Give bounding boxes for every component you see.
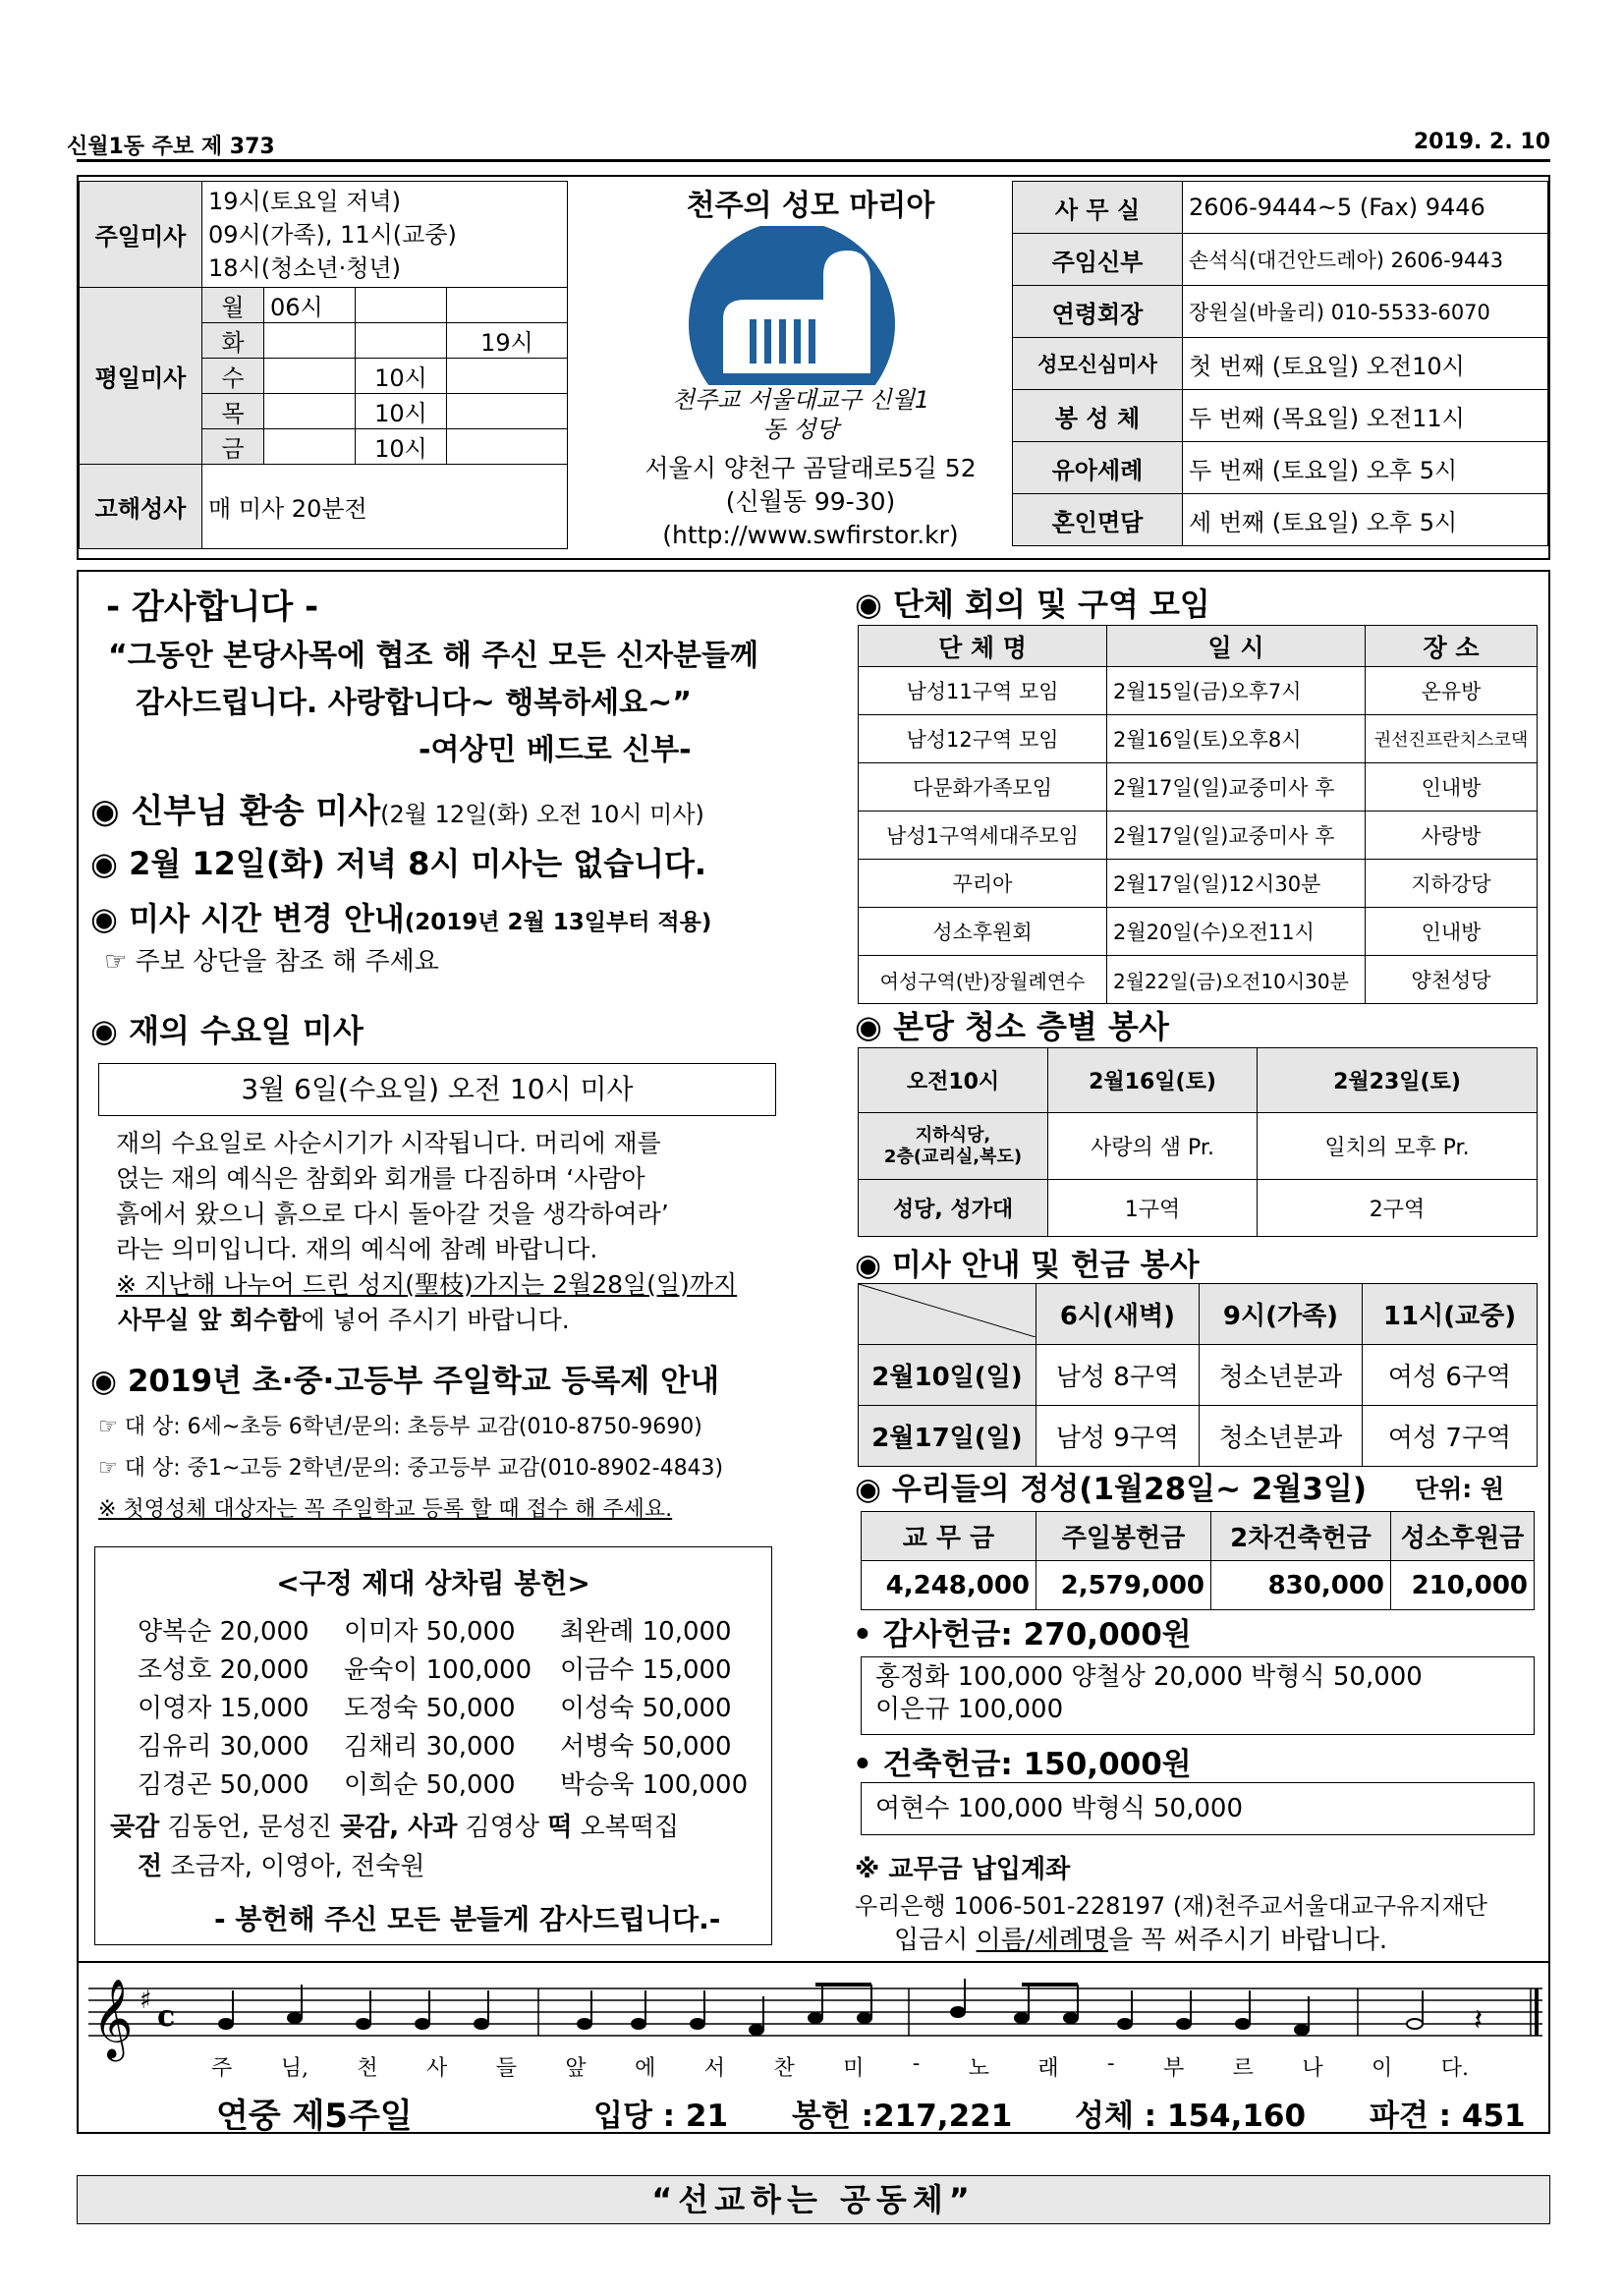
lyric-syllable: 찬 xyxy=(773,2056,795,2081)
meeting-time: 2월16일(토)오후8시 xyxy=(1107,715,1366,763)
parish-address xyxy=(589,452,1032,552)
meeting-place: 사랑방 xyxy=(1366,812,1538,860)
offering-title: <구정 제대 상차림 봉헌> xyxy=(276,1567,590,1599)
confession-value: 매 미사 20분전 xyxy=(202,465,568,549)
cleaning-team: 사랑의 샘 Pr. xyxy=(1048,1113,1258,1180)
service-group: 남성 8구역 xyxy=(1036,1345,1200,1406)
contact-label: 성모신심미사 xyxy=(1013,338,1183,390)
confession-label: 고해성사 xyxy=(80,465,202,549)
weekday-time xyxy=(356,323,447,359)
lyric-syllable: 주 xyxy=(211,2056,233,2081)
weekday-time xyxy=(356,288,447,323)
weekday-day: 금 xyxy=(202,429,264,465)
donor: 조성호 20,000 xyxy=(138,1655,309,1685)
donor: 양복순 20,000 xyxy=(138,1617,309,1647)
donor: 서병숙 50,000 xyxy=(560,1732,732,1762)
meeting-time: 2월15일(금)오후7시 xyxy=(1107,667,1366,715)
cleaning-area: 성당, 성가대 xyxy=(859,1180,1048,1237)
lyric-syllable: 미 xyxy=(843,2056,865,2081)
item-donors: 김동언, 문성진 xyxy=(159,1813,340,1842)
thanks-title: - 감사합니다 - xyxy=(106,588,319,627)
school-line: ※ 첫영성체 대상자는 꼭 주일학교 등록 할 때 접수 해 주세요. xyxy=(98,1497,673,1522)
cleaning-team: 일치의 모후 Pr. xyxy=(1258,1113,1538,1180)
weekday-day: 목 xyxy=(202,394,264,429)
bullet-icon: ◉ xyxy=(855,1248,892,1283)
cleaning-header: 2월23일(토) xyxy=(1258,1048,1538,1113)
meeting-place: 양천성당 xyxy=(1366,956,1538,1004)
bullet-icon: ◉ xyxy=(90,845,130,882)
school-info xyxy=(98,1407,723,1531)
weekday-day: 월 xyxy=(202,288,264,323)
weekday-time: 10시 xyxy=(356,394,447,429)
sunday-time-1: 19시(토요일 저녁) xyxy=(208,187,401,215)
donor: 김채리 30,000 xyxy=(344,1732,516,1762)
liturgical-week: 연중 제5주일 xyxy=(216,2097,413,2136)
parish-patron: 천주의 성모 마리아 xyxy=(686,189,935,223)
contrib-unit: 단위: 원 xyxy=(1415,1475,1505,1503)
service-group: 청소년분과 xyxy=(1199,1345,1362,1406)
lyric-syllable: - xyxy=(1107,2051,1115,2076)
farewell-title: 신부님 환송 미사 xyxy=(131,792,381,831)
parish-url[interactable]: (http://www.swfirstor.kr) xyxy=(662,521,959,549)
cleaning-header: 2월16일(토) xyxy=(1048,1048,1258,1113)
weekday-time: 06시 xyxy=(264,288,356,323)
mass-schedule-table xyxy=(79,181,568,549)
cleaning-table xyxy=(858,1047,1538,1237)
lyric-syllable: 래 xyxy=(1037,2056,1059,2081)
meetings-header: 단 체 명 xyxy=(859,626,1107,667)
logo-bar xyxy=(794,319,801,364)
meeting-group: 다문화가족모임 xyxy=(859,763,1107,812)
hymn-entrance: 입당 : 21 xyxy=(593,2099,729,2134)
service-title-row xyxy=(855,1240,1200,1284)
contact-value: 장원실(바울리) 010-5533-6070 xyxy=(1183,286,1548,338)
meetings-title-row xyxy=(855,580,1210,625)
weekday-time xyxy=(447,359,568,394)
service-group: 여성 6구역 xyxy=(1363,1345,1538,1406)
bullet-icon: ◉ xyxy=(855,1472,892,1507)
contact-label: 연령회장 xyxy=(1013,286,1183,338)
item-label: 곶감, 사과 xyxy=(340,1813,458,1842)
logo-caption: 천주교 서울대교구 신월1동 성당 xyxy=(668,385,933,444)
ash-note: ※ 지난해 나누어 드린 성지(聖枝)가지는 2월28일(일)까지 xyxy=(116,1270,738,1299)
lyric-syllable: 님, xyxy=(280,2056,308,2081)
meeting-place: 온유방 xyxy=(1366,667,1538,715)
contact-label: 봉 성 체 xyxy=(1013,390,1183,442)
rest-icon: 𝄽 xyxy=(1474,2003,1484,2038)
school-title-row xyxy=(90,1356,719,1400)
weekday-time: 10시 xyxy=(356,359,447,394)
ash-date-box: 3월 6일(수요일) 오전 10시 미사 xyxy=(98,1063,776,1116)
contact-label: 주임신부 xyxy=(1013,234,1183,286)
meetings-header: 일 시 xyxy=(1107,626,1366,667)
time-change-sub: ☞ 주보 상단을 참조 해 주세요 xyxy=(104,947,439,977)
contrib-title-row xyxy=(855,1464,1367,1508)
bullet-icon: ◉ xyxy=(90,1364,128,1399)
cleaning-title: 본당 청소 층별 봉사 xyxy=(893,1008,1169,1045)
cleaning-title-row xyxy=(855,1002,1169,1047)
no-mass-text: 2월 12일(화) 저녁 8시 미사는 없습니다. xyxy=(129,845,707,882)
meeting-group: 남성1구역세대주모임 xyxy=(859,812,1107,860)
music-divider xyxy=(77,1961,1550,1963)
logo-bar xyxy=(779,319,786,364)
sunday-time-2: 09시(가족), 11시(교중) xyxy=(208,220,457,249)
weekday-time xyxy=(264,394,356,429)
weekday-time: 10시 xyxy=(356,429,447,465)
contrib-header: 주일봉헌금 xyxy=(1036,1512,1211,1561)
account-note-part: 을 꼭 써주시기 바랍니다. xyxy=(1107,1926,1388,1955)
ash-title: 재의 수요일 미사 xyxy=(129,1012,364,1049)
farewell-note: (2월 12일(화) 오전 10시 미사) xyxy=(380,801,704,828)
bullet-icon: ◉ xyxy=(90,900,130,937)
hymn-dismissal: 파견 : 451 xyxy=(1370,2099,1526,2134)
donor: 도정숙 50,000 xyxy=(344,1694,516,1723)
contrib-header: 2차건축헌금 xyxy=(1211,1512,1391,1561)
weekday-time xyxy=(447,394,568,429)
bullet-icon: ◉ xyxy=(855,586,894,623)
donor: 이금수 15,000 xyxy=(560,1655,732,1685)
cleaning-team: 2구역 xyxy=(1258,1180,1538,1237)
meetings-header: 장 소 xyxy=(1366,626,1538,667)
lyric-syllable: 천 xyxy=(357,2056,378,2081)
meetings-table xyxy=(858,625,1538,1004)
meeting-place: 인내방 xyxy=(1366,908,1538,956)
bullet-icon: ◉ xyxy=(90,1012,130,1049)
service-title: 미사 안내 및 헌금 봉사 xyxy=(891,1248,1200,1283)
cleaning-team: 1구역 xyxy=(1048,1180,1258,1237)
time-change-title: 미사 시간 변경 안내 xyxy=(129,900,405,937)
lyric-syllable: 다. xyxy=(1440,2056,1469,2081)
address-line-1: 서울시 양천구 곰달래로5길 52 xyxy=(644,454,977,482)
sunday-mass-label: 주일미사 xyxy=(80,182,202,288)
logo-bar xyxy=(764,319,771,364)
ash-body-line: 흙에서 왔으니 흙으로 다시 돌아갈 것을 생각하여라’ xyxy=(116,1200,669,1228)
meeting-time: 2월17일(일)교중미사 후 xyxy=(1107,812,1366,860)
song-lyrics xyxy=(211,2051,1469,2082)
thanks-offering-line: 홍정화 100,000 양철상 20,000 박형식 50,000 xyxy=(875,1662,1423,1692)
bullet-dot-icon: • xyxy=(853,1617,883,1652)
meeting-time: 2월17일(일)교중미사 후 xyxy=(1107,763,1366,812)
notes xyxy=(219,1979,1423,2035)
contact-label: 혼인면담 xyxy=(1013,494,1183,546)
lyric-syllable: 앞 xyxy=(565,2056,587,2081)
contact-label: 유아세례 xyxy=(1013,442,1183,494)
item-donors: 조금자, 이영아, 전숙원 xyxy=(162,1852,425,1881)
thanks-offering-row xyxy=(853,1609,1192,1653)
donor: 이미자 50,000 xyxy=(344,1617,516,1647)
weekday-time: 19시 xyxy=(447,323,568,359)
meeting-time: 2월22일(금)오전10시30분 xyxy=(1107,956,1366,1004)
weekday-time xyxy=(447,429,568,465)
contacts-table xyxy=(1012,181,1548,546)
item-donors: 오복떡집 xyxy=(572,1813,680,1842)
notice-time-change xyxy=(90,894,711,939)
contributions-table xyxy=(861,1511,1535,1610)
contact-value: 첫 번째 (토요일) 오전10시 xyxy=(1183,338,1548,390)
logo-bar xyxy=(809,319,815,364)
time-change-note: (2019년 2월 13일부터 적용) xyxy=(404,910,712,935)
lyric-syllable: 부 xyxy=(1162,2056,1185,2081)
school-line: ☞ 대 상: 6세~초등 6학년/문의: 초등부 교감(010-8750-9690) xyxy=(98,1415,702,1439)
building-offering-title: 건축헌금: 150,000원 xyxy=(882,1747,1192,1782)
donor: 윤숙이 100,000 xyxy=(344,1655,532,1685)
notice-farewell xyxy=(90,784,704,832)
meeting-time: 2월20일(수)오전11시 xyxy=(1107,908,1366,956)
logo-bar xyxy=(750,319,756,364)
account-note xyxy=(894,1920,1387,1956)
diagonal-cell xyxy=(859,1284,1036,1345)
item-label: 전 xyxy=(138,1852,163,1881)
school-line: ☞ 대 상: 중1~고등 2학년/문의: 중고등부 교감(010-8902-4843) xyxy=(98,1456,724,1481)
contrib-header: 성소후원금 xyxy=(1391,1512,1535,1561)
ash-note-emphasis: 사무실 앞 회수함 xyxy=(118,1306,302,1334)
service-date: 2월10일(일) xyxy=(859,1345,1036,1406)
ash-body xyxy=(116,1126,774,1338)
meeting-group: 성소후원회 xyxy=(859,908,1107,956)
bullet-dot-icon: • xyxy=(853,1747,883,1782)
weekday-day: 화 xyxy=(202,323,264,359)
weekday-time xyxy=(264,359,356,394)
account-line: 우리은행 1006-501-228197 (재)천주교서울대교구유지재단 xyxy=(855,1892,1487,1920)
address-line-2: (신월동 99-30) xyxy=(725,487,896,516)
bulletin-date: 2019. 2. 10 xyxy=(1413,130,1550,154)
sunday-mass-times xyxy=(202,182,568,288)
meeting-group: 꾸리아 xyxy=(859,860,1107,908)
weekday-time xyxy=(447,288,568,323)
bullet-icon: ◉ xyxy=(90,792,132,831)
item-donors: 김영상 xyxy=(457,1813,548,1842)
bulletin-number: 신월1동 주보 제 373 xyxy=(67,135,275,159)
sunday-time-3: 18시(청소년·청년) xyxy=(208,253,401,282)
contact-value: 두 번째 (토요일) 오후 5시 xyxy=(1183,442,1548,494)
account-note-part: 입금시 xyxy=(894,1926,977,1955)
lyric-syllable: 에 xyxy=(635,2056,656,2081)
lyric-syllable: - xyxy=(912,2051,921,2076)
service-header: 6시(새벽) xyxy=(1036,1284,1200,1345)
ash-title-row xyxy=(90,1006,364,1051)
sharp-icon: ♯ xyxy=(140,1986,152,2015)
offering-list xyxy=(138,1613,748,1805)
treble-clef-icon: 𝄞 xyxy=(92,1978,134,2058)
contact-value: 손석식(대건안드레아) 2606-9443 xyxy=(1183,234,1548,286)
meeting-time: 2월17일(일)12시30분 xyxy=(1107,860,1366,908)
building-offering-row xyxy=(853,1739,1192,1783)
thanks-quote-1: “그동안 본당사목에 협조 해 주신 모든 신자분들께 xyxy=(108,639,758,673)
header-rule xyxy=(77,159,1550,162)
hymn-offertory: 봉헌 :217,221 xyxy=(792,2099,1013,2134)
lyric-syllable: 들 xyxy=(495,2056,517,2081)
donor: 박승욱 100,000 xyxy=(560,1770,749,1800)
thanks-signature: -여상민 베드로 신부- xyxy=(419,733,692,767)
lyric-syllable: 사 xyxy=(426,2056,448,2081)
donor: 김유리 30,000 xyxy=(138,1732,309,1762)
meeting-place: 인내방 xyxy=(1366,763,1538,812)
service-group: 남성 9구역 xyxy=(1036,1406,1200,1467)
thanks-offering-line: 이은규 100,000 xyxy=(875,1695,1064,1724)
meeting-group: 여성구역(반)장월례연수 xyxy=(859,956,1107,1004)
contact-value: 2606-9444~5 (Fax) 9446 xyxy=(1183,182,1548,234)
donor: 이성숙 50,000 xyxy=(560,1694,732,1723)
offering-closing: - 봉헌해 주신 모든 분들게 감사드립니다.- xyxy=(214,1903,721,1935)
service-group: 청소년분과 xyxy=(1199,1406,1362,1467)
thanks-offering-box xyxy=(861,1656,1535,1735)
ash-body-line: 라는 의미입니다. 재의 예식에 참례 바랍니다. xyxy=(116,1235,598,1263)
lyric-syllable: 르 xyxy=(1232,2056,1254,2081)
donor: 김경곤 50,000 xyxy=(138,1770,309,1800)
cleaning-header: 오전10시 xyxy=(859,1048,1048,1113)
contrib-value: 2,579,000 xyxy=(1036,1561,1211,1610)
service-header: 9시(가족) xyxy=(1199,1284,1362,1345)
contact-value: 세 번째 (토요일) 오후 5시 xyxy=(1183,494,1548,546)
contrib-title: 우리들의 정성(1월28일~ 2월3일) xyxy=(891,1472,1368,1507)
weekday-time xyxy=(264,429,356,465)
contrib-value: 210,000 xyxy=(1391,1561,1535,1610)
meeting-place: 지하강당 xyxy=(1366,860,1538,908)
thanks-quote-2: 감사드립니다. 사랑합니다~ 행복하세요~” xyxy=(136,686,692,720)
motto-banner: “선교하는 공동체” xyxy=(77,2175,1550,2224)
contact-value: 두 번째 (목요일) 오전11시 xyxy=(1183,390,1548,442)
offering-items xyxy=(110,1808,679,1886)
donor: 최완례 10,000 xyxy=(560,1617,732,1647)
weekday-time xyxy=(264,323,356,359)
mass-service-table xyxy=(858,1283,1538,1467)
contrib-value: 4,248,000 xyxy=(862,1561,1036,1610)
bullet-icon: ◉ xyxy=(855,1008,894,1045)
hymn-communion: 성체 : 154,160 xyxy=(1075,2099,1307,2134)
ash-note-rest: 에 넣어 주시기 바랍니다. xyxy=(301,1306,570,1334)
ash-body-line: 얹는 재의 예식은 참회와 회개를 다짐하며 ‘사람아 xyxy=(116,1164,645,1193)
lyric-syllable: 이 xyxy=(1372,2056,1393,2081)
service-date: 2월17일(일) xyxy=(859,1406,1036,1467)
contrib-value: 830,000 xyxy=(1211,1561,1391,1610)
cleaning-area: 지하식당, 2층(교리실,복도) xyxy=(859,1113,1048,1180)
lyric-syllable: 서 xyxy=(703,2056,726,2081)
meeting-place: 권선진프란치스코댁 xyxy=(1366,715,1538,763)
account-title: ※ 교무금 납입계좌 xyxy=(855,1855,1071,1884)
weekday-day: 수 xyxy=(202,359,264,394)
ash-body-line: 재의 수요일로 사순시기가 시작됩니다. 머리에 재를 xyxy=(116,1129,661,1157)
thanks-offering-title: 감사헌금: 270,000원 xyxy=(882,1617,1192,1652)
notice-no-mass xyxy=(90,839,706,884)
school-title: 2019년 초·중·고등부 주일학교 등록제 안내 xyxy=(127,1364,720,1399)
contact-label: 사 무 실 xyxy=(1013,182,1183,234)
meeting-group: 남성12구역 모임 xyxy=(859,715,1107,763)
contrib-header: 교 무 금 xyxy=(862,1512,1036,1561)
donor: 이영자 15,000 xyxy=(138,1694,309,1723)
meetings-title: 단체 회의 및 구역 모임 xyxy=(893,586,1210,623)
lyric-syllable: 노 xyxy=(968,2056,989,2081)
donor: 이희순 50,000 xyxy=(344,1770,516,1800)
meeting-group: 남성11구역 모임 xyxy=(859,667,1107,715)
item-label: 떡 xyxy=(547,1813,573,1842)
account-note-emphasis: 이름/세례명 xyxy=(976,1926,1108,1955)
diagonal-line xyxy=(859,1284,1036,1337)
common-time-icon: c xyxy=(157,1999,176,2034)
service-group: 여성 7구역 xyxy=(1363,1406,1538,1467)
weekday-mass-label: 평일미사 xyxy=(80,288,202,465)
lyric-syllable: 나 xyxy=(1302,2056,1323,2081)
item-label: 곶감 xyxy=(110,1813,160,1842)
service-header: 11시(교중) xyxy=(1363,1284,1538,1345)
building-offering-box: 여현수 100,000 박형식 50,000 xyxy=(861,1782,1535,1835)
